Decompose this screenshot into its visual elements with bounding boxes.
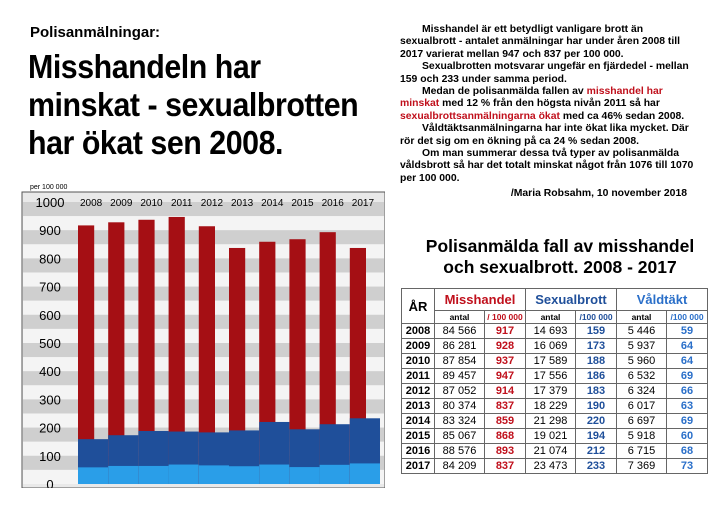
table-row	[402, 414, 708, 429]
data-table	[401, 288, 708, 474]
cell-m-per: 928	[485, 339, 526, 354]
cell-m-antal: 85 067	[435, 429, 485, 444]
cell-v-antal: 6 324	[617, 384, 667, 399]
table-title-line-2: och sexualbrott. 2008 - 2017	[443, 257, 677, 277]
cell-v-antal: 6 715	[617, 444, 667, 459]
header-sexualbrott: Sexualbrott	[526, 289, 617, 311]
y-tick-label: 700	[39, 279, 61, 295]
cell-v-antal: 7 369	[617, 459, 667, 474]
article-paragraph-2: Sexualbrotten motsvarar ungefär en fjärdedel - mellan 159 och 233 under samma period.	[400, 61, 689, 85]
article-paragraph-1: Misshandel är ett betydligt vanligare brott än sexualbrott - antalet anmälningar har under åren 2008 till 2017 varierat mellan 947 och 837 per 100 000.	[400, 24, 681, 60]
subheader-antal: antal	[435, 311, 485, 324]
article-p3-red-2: sexualbrottsanmälningarna ökat	[400, 110, 560, 122]
cell-m-per: 893	[485, 444, 526, 459]
cell-v-antal: 6 017	[617, 399, 667, 414]
subheader-antal: antal	[617, 311, 667, 324]
y-tick-label: 100	[39, 448, 61, 464]
cell-m-antal: 86 281	[435, 339, 485, 354]
cell-year: 2010	[402, 354, 435, 369]
x-category-label: 2011	[170, 198, 193, 209]
cell-s-antal: 23 473	[526, 459, 576, 474]
x-category-label: 2017	[351, 198, 375, 209]
table-title-line-1: Polisanmälda fall av misshandel	[425, 236, 695, 256]
cell-s-per: 186	[576, 369, 617, 384]
cell-v-antal: 5 446	[617, 324, 667, 339]
x-category-label: 2015	[291, 198, 314, 209]
cell-m-antal: 87 854	[435, 354, 485, 369]
subheader-per: /100 000	[667, 311, 708, 324]
y-tick-label: 0	[46, 477, 54, 488]
table-row	[402, 384, 708, 399]
cell-s-antal: 16 069	[526, 339, 576, 354]
cell-m-antal: 84 566	[435, 324, 485, 339]
article-paragraph-4: Våldtäktsanmälningarna har inte ökat lika mycket. Där rör det sig om en ökning på ca 24 % sedan 2008.	[400, 123, 689, 147]
cell-m-per: 917	[485, 324, 526, 339]
header-valdtakt: Våldtäkt	[617, 289, 708, 311]
bar-valdtakt	[169, 465, 199, 484]
x-category-label: 2009	[110, 198, 133, 209]
article-paragraph-5: Om man summerar dessa två typer av polisanmälda våldsbrott så har det totalt minskat något från 1076 till 1070 per 100 000.	[400, 148, 694, 184]
cell-v-antal: 6 697	[617, 414, 667, 429]
cell-year: 2016	[402, 444, 435, 459]
cell-m-per: 947	[485, 369, 526, 384]
cell-year: 2012	[402, 384, 435, 399]
cell-s-antal: 21 074	[526, 444, 576, 459]
table-title	[400, 236, 720, 278]
headline-line-2: minskat - sexualbrotten	[28, 86, 359, 123]
cell-m-per: 937	[485, 354, 526, 369]
subheader-per: / 100 000	[485, 311, 526, 324]
article-p3-c: med ca 46% sedan 2008.	[559, 110, 685, 122]
cell-v-per: 68	[667, 444, 708, 459]
cell-v-per: 60	[667, 429, 708, 444]
article-p3-red-1: misshandel har minskat	[400, 86, 663, 110]
y-tick-label: 500	[39, 336, 61, 351]
cell-s-per: 159	[576, 324, 617, 339]
cell-year: 2014	[402, 414, 435, 429]
cell-v-per: 69	[667, 369, 708, 384]
chart-unit-label: per 100 000	[30, 184, 68, 191]
cell-v-per: 64	[667, 354, 708, 369]
x-category-label: 2008	[79, 198, 103, 209]
table-row	[402, 444, 708, 459]
bar-valdtakt	[108, 466, 138, 484]
article-text	[400, 24, 695, 201]
cell-m-per: 837	[485, 459, 526, 474]
subheader-per: /100 000	[576, 311, 617, 324]
cell-m-antal: 83 324	[435, 414, 485, 429]
cell-s-per: 190	[576, 399, 617, 414]
cell-m-antal: 87 052	[435, 384, 485, 399]
cell-s-antal: 14 693	[526, 324, 576, 339]
cell-s-per: 194	[576, 429, 617, 444]
cell-v-per: 64	[667, 339, 708, 354]
headline	[28, 48, 359, 162]
cell-year: 2017	[402, 459, 435, 474]
bar-valdtakt	[78, 467, 108, 484]
article-p3-a: Medan de polisanmälda fallen av	[422, 86, 587, 98]
cell-year: 2013	[402, 399, 435, 414]
cell-year: 2011	[402, 369, 435, 384]
y-tick-label: 400	[39, 364, 61, 380]
cell-s-antal: 19 021	[526, 429, 576, 444]
table-row	[402, 354, 708, 369]
cell-year: 2015	[402, 429, 435, 444]
cell-m-per: 868	[485, 429, 526, 444]
header-misshandel: Misshandel	[435, 289, 526, 311]
cell-m-antal: 84 209	[435, 459, 485, 474]
subheader-antal: antal	[526, 311, 576, 324]
bar-valdtakt	[229, 466, 259, 484]
x-category-label: 2010	[140, 198, 163, 209]
article-author: /Maria Robsahm, 10 november 2018	[510, 188, 687, 200]
cell-v-per: 63	[667, 399, 708, 414]
cell-m-per: 859	[485, 414, 526, 429]
x-category-label: 2014	[261, 198, 284, 209]
cell-v-antal: 5 960	[617, 354, 667, 369]
cell-s-per: 183	[576, 384, 617, 399]
table-row	[402, 324, 708, 339]
table-row	[402, 429, 708, 444]
y-tick-label: 300	[39, 392, 61, 408]
cell-s-per: 188	[576, 354, 617, 369]
cell-v-per: 59	[667, 324, 708, 339]
y-tick-label: 800	[39, 251, 61, 267]
headline-line-1: Misshandeln har	[28, 48, 261, 85]
cell-v-antal: 5 937	[617, 339, 667, 354]
y-tick-label: 600	[39, 307, 61, 323]
x-category-label: 2013	[230, 198, 254, 209]
table-row	[402, 339, 708, 354]
kicker: Polisanmälningar:	[30, 24, 161, 41]
bar-valdtakt	[320, 465, 350, 484]
headline-line-3: har ökat sen 2008.	[28, 124, 283, 161]
cell-v-antal: 5 918	[617, 429, 667, 444]
cell-year: 2009	[402, 339, 435, 354]
y-tick-label: 200	[39, 420, 61, 436]
x-category-label: 2012	[200, 198, 224, 209]
bar-chart	[0, 178, 385, 488]
cell-s-antal: 17 556	[526, 369, 576, 384]
table-row	[402, 399, 708, 414]
cell-s-antal: 17 379	[526, 384, 576, 399]
article-p3-b: med 12 % från den högsta nivån 2011 så har	[439, 98, 660, 110]
cell-s-per: 233	[576, 459, 617, 474]
x-category-label: 2016	[321, 198, 344, 209]
bar-valdtakt	[138, 466, 168, 484]
cell-m-per: 914	[485, 384, 526, 399]
article-paragraph-3	[400, 86, 695, 123]
cell-s-antal: 21 298	[526, 414, 576, 429]
table-row	[402, 369, 708, 384]
table-row	[402, 459, 708, 474]
cell-s-antal: 18 229	[526, 399, 576, 414]
cell-s-per: 212	[576, 444, 617, 459]
bar-valdtakt	[199, 465, 229, 484]
bar-valdtakt	[289, 467, 319, 484]
cell-s-antal: 17 589	[526, 354, 576, 369]
cell-m-antal: 80 374	[435, 399, 485, 414]
header-year: ÅR	[402, 289, 435, 324]
cell-v-per: 73	[667, 459, 708, 474]
cell-m-per: 837	[485, 399, 526, 414]
bar-valdtakt	[350, 463, 380, 484]
cell-v-antal: 6 532	[617, 369, 667, 384]
bar-valdtakt	[259, 465, 289, 484]
cell-v-per: 69	[667, 414, 708, 429]
cell-v-per: 66	[667, 384, 708, 399]
y-tick-label: 900	[39, 223, 61, 239]
cell-m-antal: 89 457	[435, 369, 485, 384]
cell-s-per: 220	[576, 414, 617, 429]
cell-s-per: 173	[576, 339, 617, 354]
cell-year: 2008	[402, 324, 435, 339]
cell-m-antal: 88 576	[435, 444, 485, 459]
y-tick-label: 1000	[35, 195, 65, 210]
